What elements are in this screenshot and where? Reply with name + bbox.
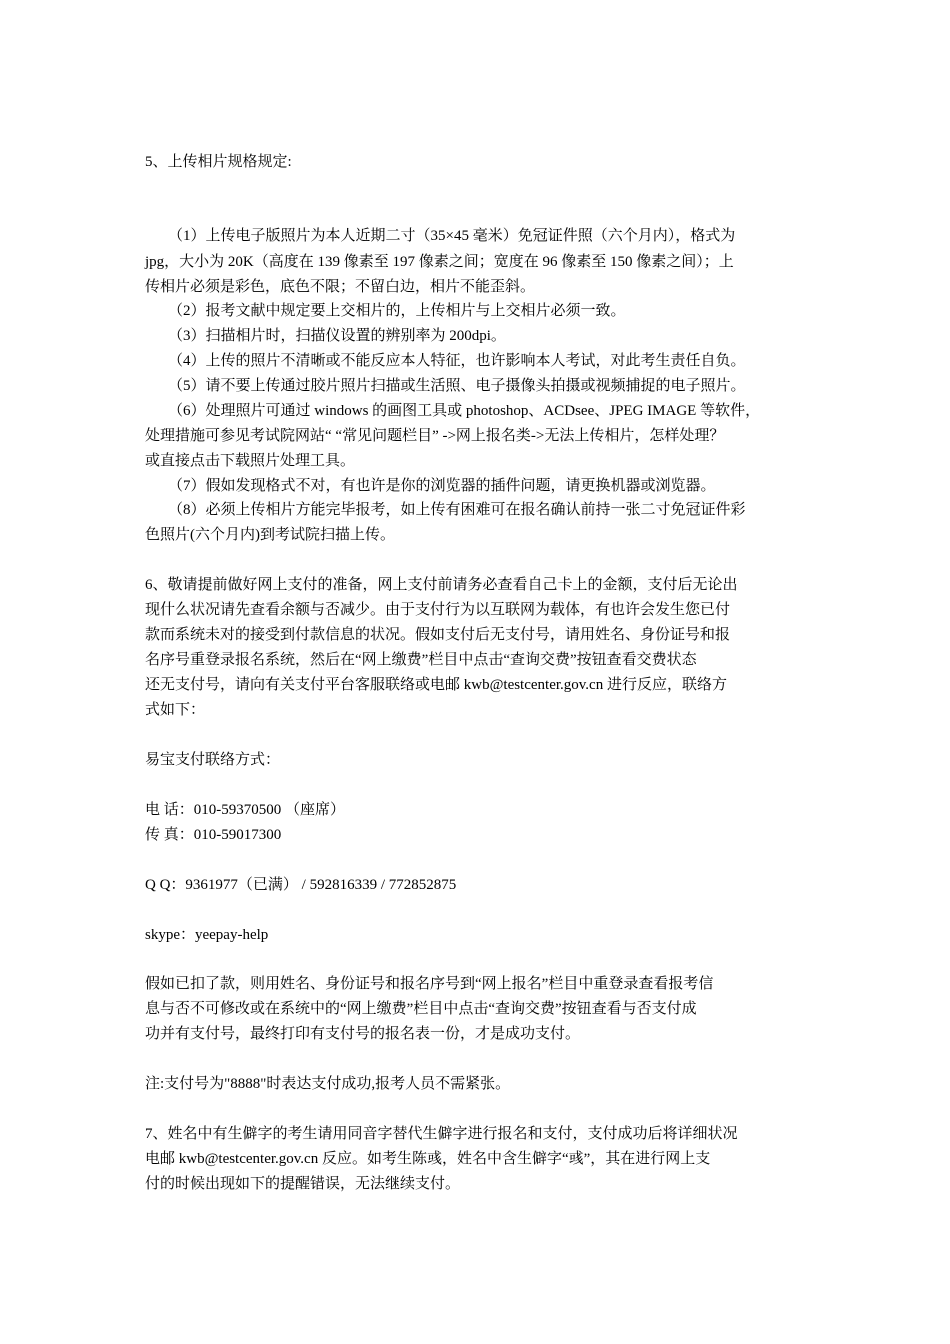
section-5-title: 5、上传相片规格规定: xyxy=(145,154,292,170)
rule-6-line-3: 或直接点击下载照片处理工具。 xyxy=(145,453,356,469)
rule-1-line-2: jpg，大小为 20K（高度在 139 像素至 197 像素之间；宽度在 96 像素至 150 像素之间）；上 xyxy=(145,254,734,270)
deducted-line-3: 功并有支付号，最终打印有支付号的报名表一份，才是成功支付。 xyxy=(145,1026,581,1042)
section-7-line-3: 付的时候出现如下的提醒错误，无法继续支付。 xyxy=(145,1176,461,1192)
payment-note: 注:支付号为"8888"时表达支付成功,报考人员不需紧张。 xyxy=(145,1076,511,1092)
contact-title: 易宝支付联络方式： xyxy=(145,752,281,768)
rule-3: （3）扫描相片时，扫描仪设置的辨别率为 200dpi。 xyxy=(168,328,506,344)
section-6-line-4: 名序号重登录报名系统，然后在“网上缴费”栏目中点击“查询交费”按钮查看交费状态 xyxy=(145,652,697,668)
rule-1-line-1: （1）上传电子版照片为本人近期二寸（35×45 毫米）免冠证件照（六个月内），格式为 xyxy=(168,228,736,244)
rule-8-line-1: （8）必须上传相片方能完毕报考，如上传有困难可在报名确认前持一张二寸免冠证件彩 xyxy=(168,502,746,518)
deducted-line-2: 息与否不可修改或在系统中的“网上缴费”栏目中点击“查询交费”按钮查看与否支付成 xyxy=(145,1001,697,1017)
rule-8-line-2: 色照片(六个月内)到考试院扫描上传。 xyxy=(145,527,395,543)
rule-6-line-2: 处理措施可参见考试院网站“ “常见问题栏目” ->网上报名类->无法上传相片，怎样处理？ xyxy=(145,428,725,444)
section-6-line-2: 现什么状况请先查看余额与否减少。由于支付行为以互联网为载体，有也许会发生您已付 xyxy=(145,602,731,618)
contact-qq: Q Q：9361977（已满） / 592816339 / 772852875 xyxy=(145,877,457,893)
deducted-line-1: 假如已扣了款，则用姓名、身份证号和报名序号到“网上报名”栏目中重登录查看报考信 xyxy=(145,976,714,992)
rule-2: （2）报考文献中规定要上交相片的，上传相片与上交相片必须一致。 xyxy=(168,303,626,319)
section-7-line-2: 电邮 kwb@testcenter.gov.cn 反应。如考生陈彧，姓名中含生僻字“彧”，其在进行网上支 xyxy=(145,1151,711,1167)
section-6-line-1: 6、敬请提前做好网上支付的准备，网上支付前请务必查看自己卡上的金额，支付后无论出 xyxy=(145,577,738,593)
rule-4: （4）上传的照片不清晰或不能反应本人特征，也许影响本人考试，对此考生责任自负。 xyxy=(168,353,746,369)
contact-phone: 电 话：010-59370500 （座席） xyxy=(145,802,345,818)
rule-5: （5）请不要上传通过胶片照片扫描或生活照、电子摄像头拍摄或视频捕捉的电子照片。 xyxy=(168,378,746,394)
rule-6-line-1: （6）处理照片可通过 windows 的画图工具或 photoshop、ACDsee、JPEG IMAGE 等软件， xyxy=(168,403,761,419)
section-7-line-1: 7、姓名中有生僻字的考生请用同音字替代生僻字进行报名和支付，支付成功后将详细状况 xyxy=(145,1126,738,1142)
section-6-line-3: 款而系统未对的接受到付款信息的状况。假如支付后无支付号，请用姓名、身份证号和报 xyxy=(145,627,731,643)
contact-fax: 传 真：010-59017300 xyxy=(145,827,282,843)
contact-skype: skype：yeepay-help xyxy=(145,927,269,943)
section-6-line-5: 还无支付号，请向有关支付平台客服联络或电邮 kwb@testcenter.gov.cn 进行反应，联络方 xyxy=(145,677,727,693)
rule-1-line-3: 传相片必须是彩色，底色不限；不留白边，相片不能歪斜。 xyxy=(145,279,536,295)
rule-7: （7）假如发现格式不对，有也许是你的浏览器的插件问题，请更换机器或浏览器。 xyxy=(168,478,716,494)
section-6-line-6: 式如下： xyxy=(145,702,206,718)
